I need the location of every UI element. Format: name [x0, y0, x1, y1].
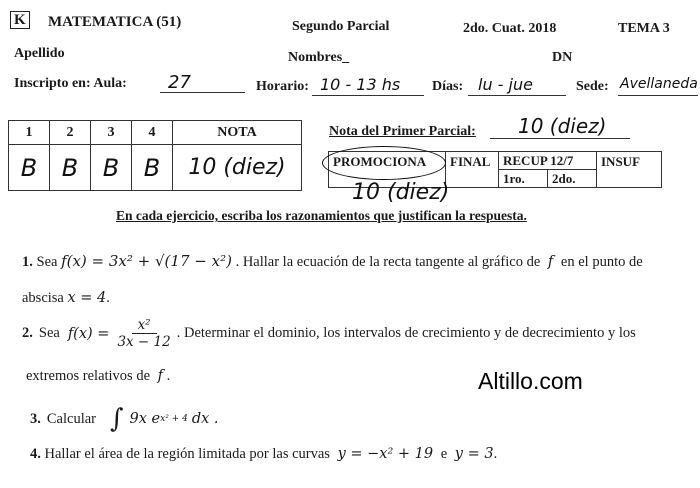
status-recup-1: 1ro.: [499, 170, 548, 188]
exercise-4-text-a: Hallar el área de la región limitada por las curvas: [44, 446, 330, 462]
exercise-1-formula: f(x) = 3x² + √(17 − x²): [61, 252, 232, 270]
promociona-circle: [322, 146, 446, 180]
exam-period: 2do. Cuat. 2018: [463, 21, 557, 36]
exercise-1-text-a: Sea: [36, 254, 58, 270]
exercise-2-fname: f: [157, 368, 164, 384]
status-recup-2: 2do.: [548, 170, 597, 188]
exercise-1-line-1: [22, 252, 643, 271]
exercise-2-text-c: extremos relativos de: [26, 368, 151, 384]
exercise-3-exponent: x² + 4: [160, 414, 188, 424]
course-title: MATEMATICA (51): [48, 14, 182, 30]
status-handwritten: 10 (diez): [352, 180, 450, 205]
apellido-label: Apellido: [14, 46, 65, 61]
grades-table: [8, 120, 302, 191]
exercise-3-dx: dx .: [191, 411, 219, 427]
exercise-1-line-2: [22, 290, 110, 307]
exercise-4-line: [30, 446, 497, 463]
exercise-3-integral-sign: ∫: [110, 404, 124, 434]
first-partial-label: Nota del Primer Parcial:: [329, 124, 476, 139]
header-row: [10, 12, 30, 29]
grade-value-2: B: [50, 145, 91, 191]
inscripto-label: Inscripto en: Aula:: [14, 76, 127, 91]
dni-label: DN: [552, 50, 573, 65]
exercise-2-number: 2.: [22, 325, 33, 341]
exercise-2-text-b: . Determinar el dominio, los intervalos de crecimiento y de decrecimiento y los: [176, 325, 636, 341]
exercise-1-number: 1.: [22, 254, 33, 270]
status-recup: RECUP 12/7: [499, 152, 597, 170]
exercise-3-number: 3.: [30, 410, 41, 427]
exercise-2-text-a: Sea: [38, 325, 60, 341]
sede-field: [618, 75, 698, 96]
first-partial-underline: [490, 138, 630, 139]
grade-header-4: 4: [132, 121, 173, 145]
exercise-3-line: [30, 404, 219, 434]
exercise-4-conjunction: e: [440, 446, 448, 462]
dias-value: lu - jue: [478, 75, 533, 94]
grade-header-nota: NOTA: [173, 121, 302, 145]
status-final: FINAL: [446, 152, 499, 188]
dias-label: Días:: [432, 79, 464, 94]
aula-value: 27: [168, 72, 191, 93]
exercise-2-numerator: x²: [132, 317, 157, 334]
exercise-1-text-d: abscisa: [22, 290, 64, 306]
exercise-1-x-value: x = 4: [67, 290, 107, 306]
grades-header-row: [9, 121, 302, 145]
status-insuf: INSUF: [597, 152, 662, 188]
grade-value-1: B: [9, 145, 50, 191]
exercise-1-fname: f: [547, 254, 554, 270]
status-promociona: PROMOCIONA: [329, 152, 446, 188]
exam-letter: K: [10, 11, 30, 29]
exercise-4-curve-2: y = 3: [454, 446, 494, 462]
grade-header-1: 1: [9, 121, 50, 145]
exercise-4-curve-1: y = −x² + 19: [337, 446, 434, 462]
exercise-2-text-d: .: [166, 368, 171, 384]
aula-field: [160, 72, 245, 93]
exercise-2-denominator: 3x − 12: [117, 334, 171, 350]
exercise-3-integrand: 9x e: [129, 411, 161, 427]
sede-label: Sede:: [576, 79, 609, 94]
first-partial-value: 10 (diez): [518, 114, 607, 138]
exam-name: Segundo Parcial: [292, 19, 390, 34]
horario-field: [312, 75, 424, 96]
exercise-3-text-a: Calcular: [46, 410, 96, 427]
exercise-1-text-e: .: [106, 290, 110, 306]
grade-value-3: B: [91, 145, 132, 191]
exercise-4-text-b: .: [493, 446, 498, 462]
exercise-2-fraction: [113, 317, 174, 350]
grade-header-2: 2: [50, 121, 91, 145]
dias-field: [468, 75, 566, 96]
sede-value: Avellaneda: [620, 76, 698, 92]
altillo-watermark: Altillo.com: [478, 368, 583, 394]
grade-value-4: B: [132, 145, 173, 191]
horario-value: 10 - 13 hs: [320, 75, 401, 94]
exam-tema: TEMA 3: [618, 21, 670, 36]
horario-label: Horario:: [256, 79, 309, 94]
exercise-2-line-1: [22, 317, 636, 350]
exercise-4-number: 4.: [30, 446, 41, 462]
exercise-1-text-b: . Hallar la ecuación de la recta tangente al gráfico de: [235, 254, 541, 270]
grade-header-3: 3: [91, 121, 132, 145]
exercise-2-line-2: [26, 368, 170, 385]
exercise-2-lhs: f(x) =: [67, 325, 110, 342]
nombres-label: Nombres_: [288, 50, 350, 65]
instruction-text: En cada ejercicio, escriba los razonamientos que justifican la respuesta.: [116, 208, 527, 223]
grade-value-nota: 10 (diez): [173, 145, 302, 191]
grades-value-row: [9, 145, 302, 191]
exercise-1-text-c: en el punto de: [560, 254, 643, 270]
